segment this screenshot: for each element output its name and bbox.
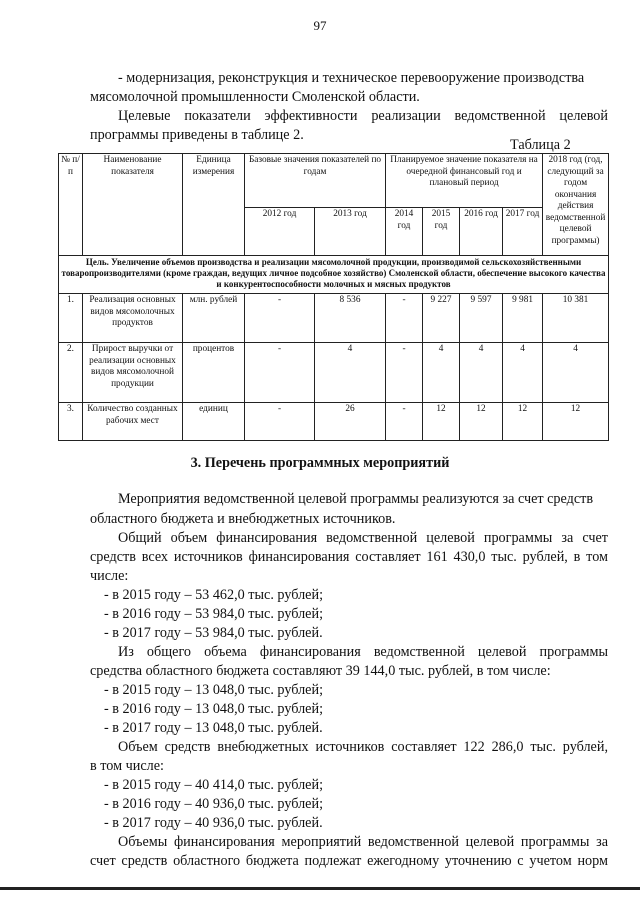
extra-2015: - в 2015 году – 40 414,0 тыс. рублей; <box>104 777 324 793</box>
table-header-row <box>59 154 609 208</box>
header-name: Наименование показателя <box>83 154 183 256</box>
body-p5-line-2: счет средств областного бюджета подлежат ежегодному уточнению с учетом норм <box>90 853 608 869</box>
row-num: 3. <box>59 403 83 441</box>
total-2015: - в 2015 году – 53 462,0 тыс. рублей; <box>104 587 324 603</box>
row-2012: - <box>245 343 315 403</box>
row-2018: 4 <box>543 343 609 403</box>
indicators-table <box>58 153 609 441</box>
table-row <box>59 294 609 343</box>
row-2014: - <box>386 294 423 343</box>
row-unit: млн. рублей <box>183 294 245 343</box>
goal-text: Цель. Увеличение объемов производства и реализации мясомолочной продукции, производимой сельскохозяйственными товаропроизводителями (кроме граждан, ведущих личное подсобное хозяйство) Смоленской области, обеспечение высокого качества и конкурентоспособности молочных и мясных продуктов <box>59 256 609 294</box>
body-p1-line-2: областного бюджета и внебюджетных источников. <box>90 511 396 527</box>
body-p2-line-2: средств всех источников финансирования составляет 161 430,0 тыс. рублей, в том <box>90 549 608 565</box>
row-2014: - <box>386 343 423 403</box>
total-2017: - в 2017 году – 53 984,0 тыс. рублей. <box>104 625 323 641</box>
header-2014: 2014 год <box>386 208 423 256</box>
row-2016: 9 597 <box>460 294 503 343</box>
row-2013: 4 <box>315 343 386 403</box>
header-base: Базовые значения показателей по годам <box>245 154 386 208</box>
body-p3-line-2: средства областного бюджета составляют 39 144,0 тыс. рублей, в том числе: <box>90 663 551 679</box>
region-2015: - в 2015 году – 13 048,0 тыс. рублей; <box>104 682 324 698</box>
extra-2017: - в 2017 году – 40 936,0 тыс. рублей. <box>104 815 323 831</box>
body-p2-line-3: числе: <box>90 568 129 584</box>
row-name: Прирост выручки от реализации основных видов мясомолочной продукции <box>83 343 183 403</box>
body-p4-line-2: в том числе: <box>90 758 164 774</box>
body-p2-line-1: Общий объем финансирования ведомственной целевой программы за счет <box>118 530 608 546</box>
intro-line-4: программы приведены в таблице 2. <box>90 127 304 143</box>
header-target: 2018 год (год, следующий за годом окончания действия ведомственной целевой программы) <box>543 154 609 256</box>
intro-line-3: Целевые показатели эффективности реализации ведомственной целевой <box>118 108 608 124</box>
intro-line-2: мясомолочной промышленности Смоленской области. <box>90 89 420 105</box>
row-2012: - <box>245 294 315 343</box>
table-caption: Таблица 2 <box>510 137 571 153</box>
row-2014: - <box>386 403 423 441</box>
row-2018: 12 <box>543 403 609 441</box>
body-p5-line-1: Объемы финансирования мероприятий ведомственной целевой программы за <box>118 834 608 850</box>
row-2013: 26 <box>315 403 386 441</box>
row-name: Реализация основных видов мясомолочных продуктов <box>83 294 183 343</box>
header-2016: 2016 год <box>460 208 503 256</box>
row-2018: 10 381 <box>543 294 609 343</box>
row-2015: 12 <box>423 403 460 441</box>
section-title: 3. Перечень программных мероприятий <box>190 455 450 471</box>
header-unit: Единица измерения <box>183 154 245 256</box>
region-2016: - в 2016 году – 13 048,0 тыс. рублей; <box>104 701 324 717</box>
body-p1-line-1: Мероприятия ведомственной целевой программы реализуются за счет средств <box>118 491 594 507</box>
header-num: № п/п <box>59 154 83 256</box>
header-2013: 2013 год <box>315 208 386 256</box>
header-2017: 2017 год <box>503 208 543 256</box>
total-2016: - в 2016 году – 53 984,0 тыс. рублей; <box>104 606 324 622</box>
row-2015: 9 227 <box>423 294 460 343</box>
row-num: 1. <box>59 294 83 343</box>
row-2017: 4 <box>503 343 543 403</box>
intro-line-1: - модернизация, реконструкция и техническое перевооружение производства <box>118 70 585 86</box>
row-2016: 12 <box>460 403 503 441</box>
region-2017: - в 2017 году – 13 048,0 тыс. рублей. <box>104 720 323 736</box>
extra-2016: - в 2016 году – 40 936,0 тыс. рублей; <box>104 796 324 812</box>
header-2012: 2012 год <box>245 208 315 256</box>
row-2016: 4 <box>460 343 503 403</box>
row-2017: 12 <box>503 403 543 441</box>
row-2012: - <box>245 403 315 441</box>
header-2015: 2015 год <box>423 208 460 256</box>
table-row <box>59 403 609 441</box>
body-p4-line-1: Объем средств внебюджетных источников составляет 122 286,0 тыс. рублей, <box>118 739 608 755</box>
body-p3-line-1: Из общего объема финансирования ведомственной целевой программы <box>118 644 608 660</box>
scan-bottom-edge <box>0 887 640 890</box>
row-unit: процентов <box>183 343 245 403</box>
page-number: 97 <box>313 18 327 33</box>
table-row <box>59 343 609 403</box>
goal-row <box>59 256 609 294</box>
row-unit: единиц <box>183 403 245 441</box>
row-num: 2. <box>59 343 83 403</box>
header-planned: Планируемое значение показателя на очередной финансовый год и плановый период <box>386 154 543 208</box>
row-2013: 8 536 <box>315 294 386 343</box>
row-2015: 4 <box>423 343 460 403</box>
row-name: Количество созданных рабочих мест <box>83 403 183 441</box>
row-2017: 9 981 <box>503 294 543 343</box>
